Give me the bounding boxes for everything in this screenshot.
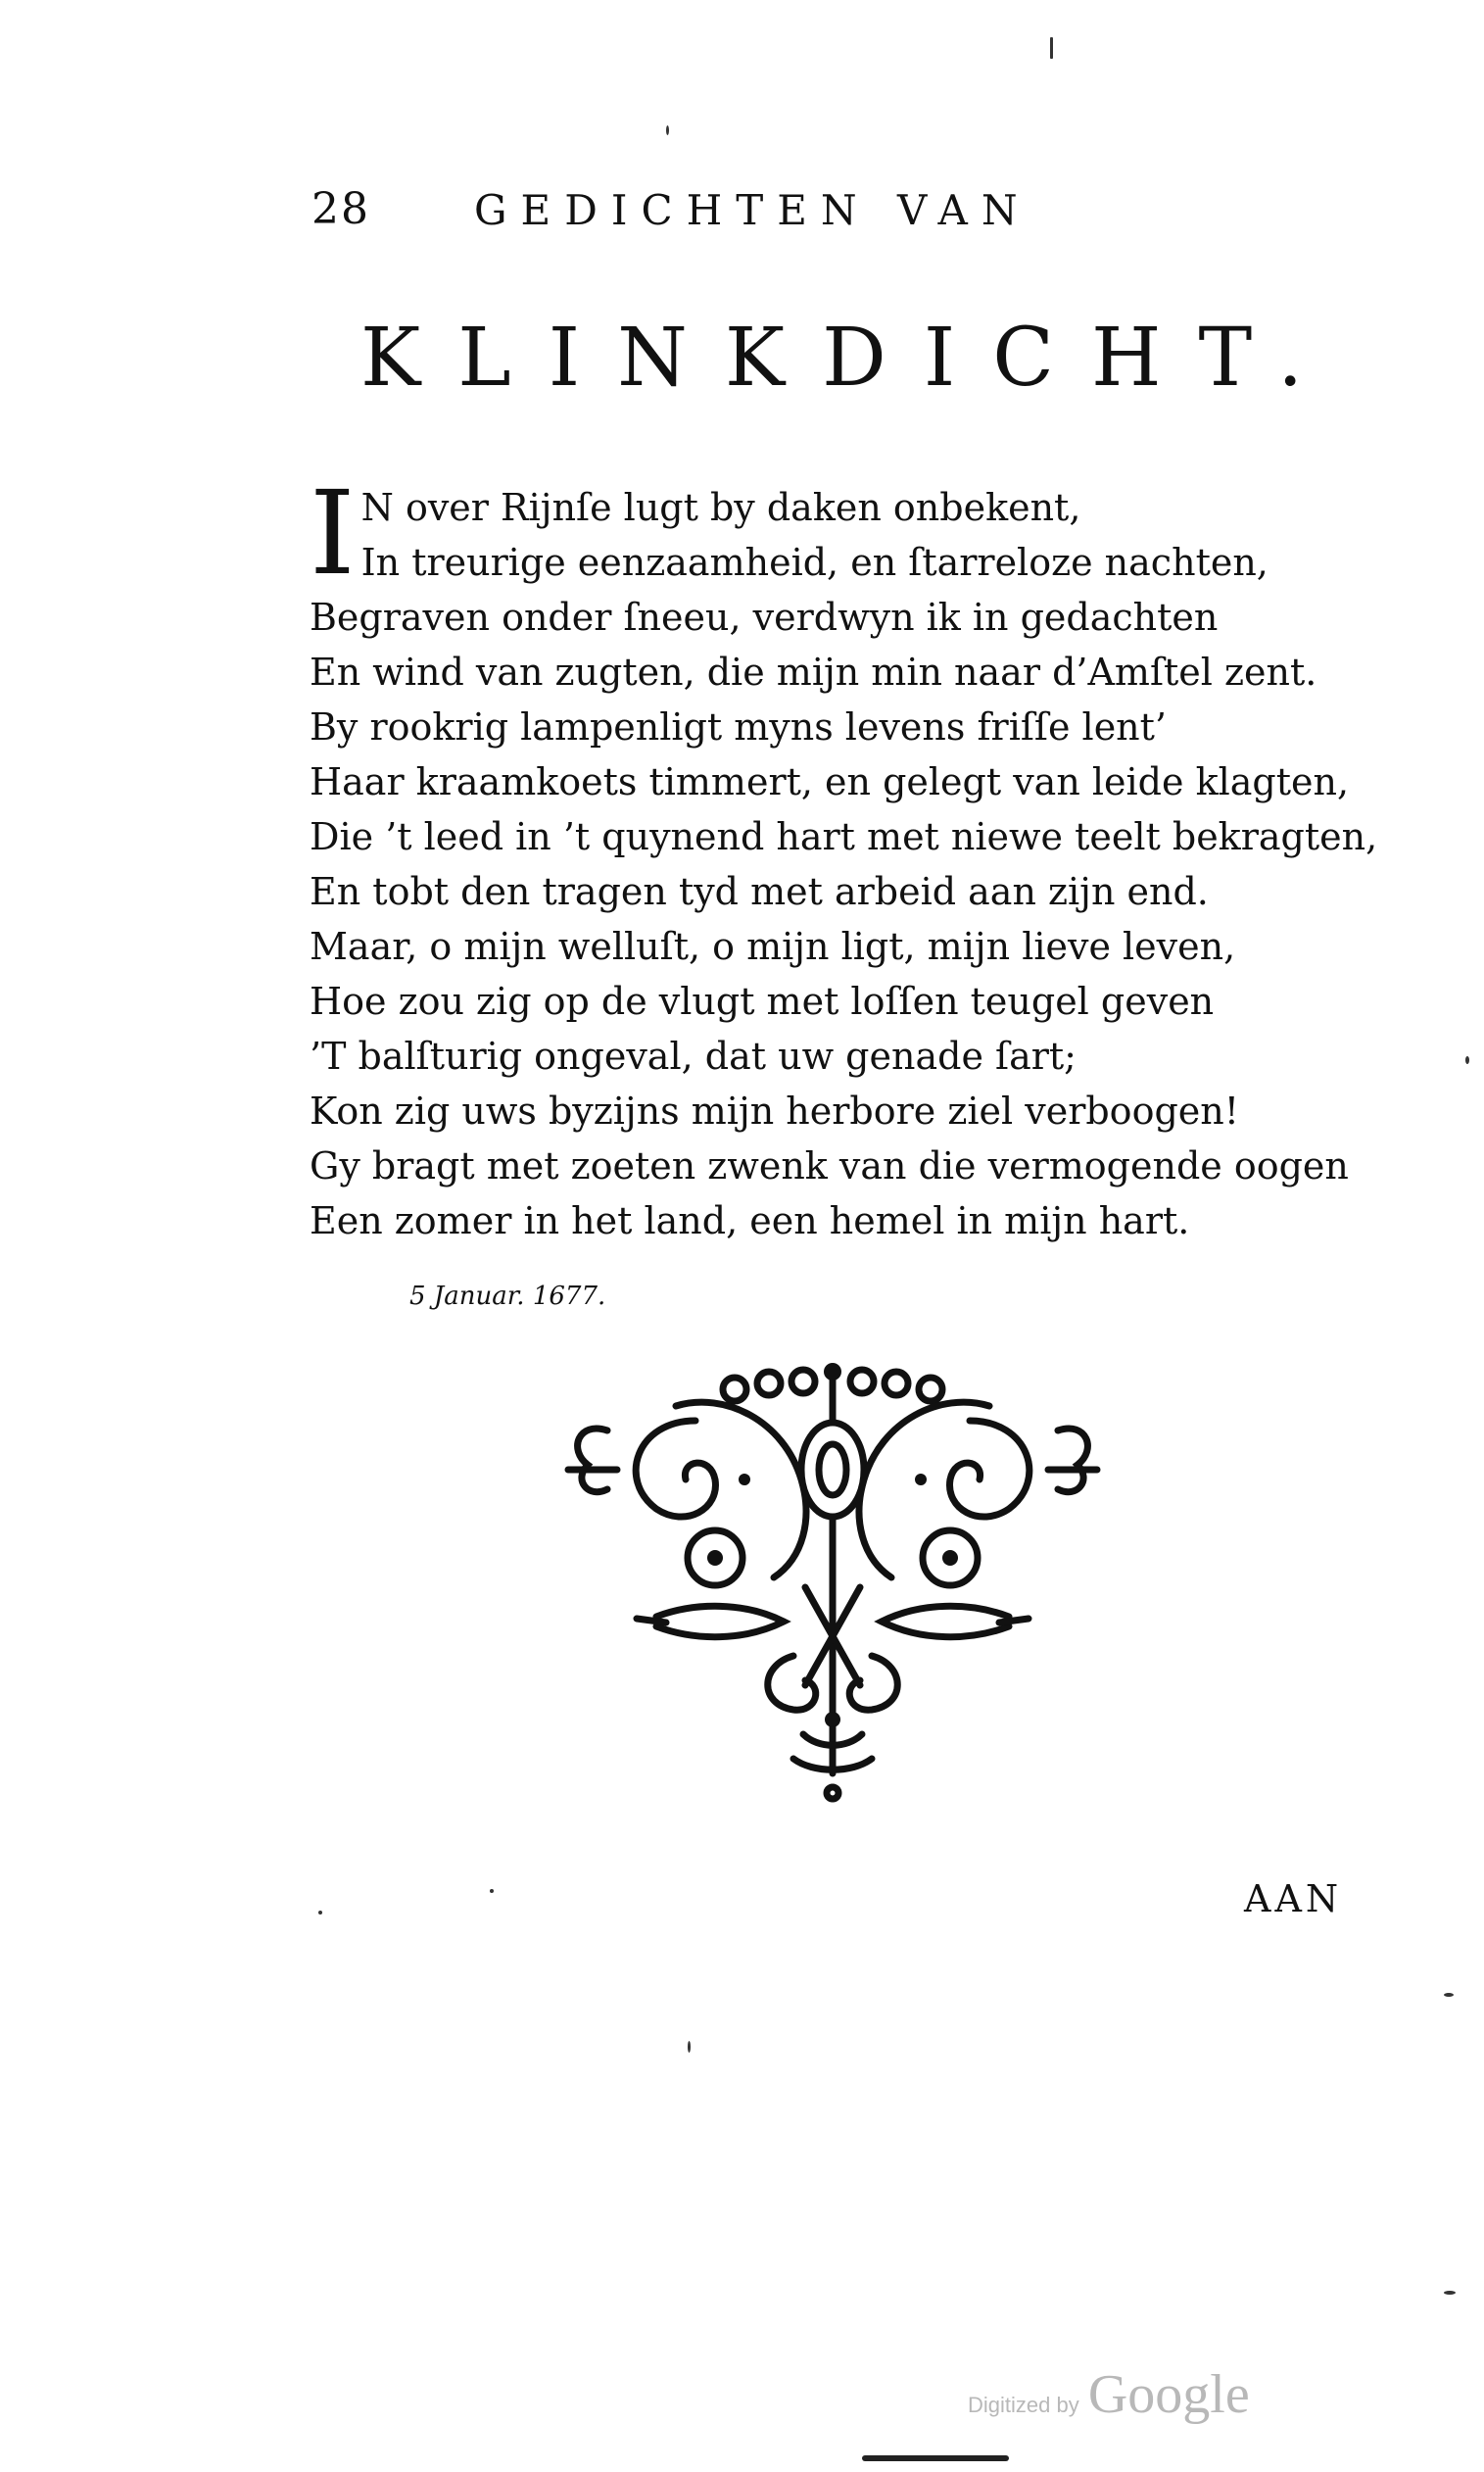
poem-body	[310, 465, 1378, 1248]
scan-speck	[1444, 1993, 1454, 1997]
verse-line: Gy bragt met zoeten zwenk van die vermogende oogen	[310, 1144, 1349, 1188]
bottom-rule	[862, 2455, 1009, 2461]
scan-speck	[666, 125, 669, 135]
opening-lines	[310, 465, 1348, 601]
verse-line: Die ’t leed in ’t quynend hart met niewe teelt bekragten,	[310, 815, 1378, 858]
page-number: 28	[311, 184, 370, 234]
verse-line: In treurige eenzaamheid, en ſtarreloze nachten,	[360, 541, 1269, 584]
scan-speck	[688, 2041, 691, 2053]
scan-speck	[1444, 2291, 1456, 2295]
catchword: AAN	[1244, 1877, 1343, 1920]
verse-line: Een zomer in het land, een hemel in mijn hart.	[310, 1199, 1190, 1242]
ornament-tailpiece-icon	[549, 1362, 1117, 1803]
verse-line: ’T balſturig ongeval, dat uw genade ſart;	[310, 1035, 1077, 1078]
verse-line: Maar, o mijn welluſt, o mijn ligt, mijn lieve leven,	[310, 925, 1236, 968]
verse-line: Kon zig uws byzijns mijn herbore ziel verboogen!	[310, 1090, 1239, 1133]
scan-speck	[490, 1889, 494, 1893]
scan-speck	[1050, 37, 1053, 59]
digitized-watermark	[968, 2363, 1250, 2426]
running-head: GEDICHTEN VAN	[474, 186, 1031, 234]
verse-line: N over Rijnſe lugt by daken onbekent,	[360, 486, 1081, 529]
verse-line: En wind van zugten, die mijn min naar d’Amſtel zent.	[310, 651, 1317, 694]
scan-speck	[318, 1911, 322, 1915]
verse-line: Begraven onder ſneeu, verdwyn ik in gedachten	[310, 596, 1219, 639]
verse-line: Hoe zou zig op de vlugt met loſſen teugel geven	[310, 980, 1215, 1023]
drop-cap: I	[310, 465, 356, 601]
verse-line: En tobt den tragen tyd met arbeid aan zijn end.	[310, 870, 1209, 913]
verse-line: Haar kraamkoets timmert, en gelegt van leide klagten,	[310, 760, 1350, 803]
digitized-prefix: Digitized by	[968, 2393, 1079, 2417]
scan-speck	[1465, 1056, 1469, 1064]
poem-date: 5 Januar. 1677.	[409, 1282, 606, 1311]
poem-title: KLINKDICHT.	[360, 312, 1341, 405]
verse-line: By rookrig lampenligt myns levens friſſe lent’	[310, 705, 1168, 749]
digitized-brand: Google	[1087, 2364, 1250, 2425]
